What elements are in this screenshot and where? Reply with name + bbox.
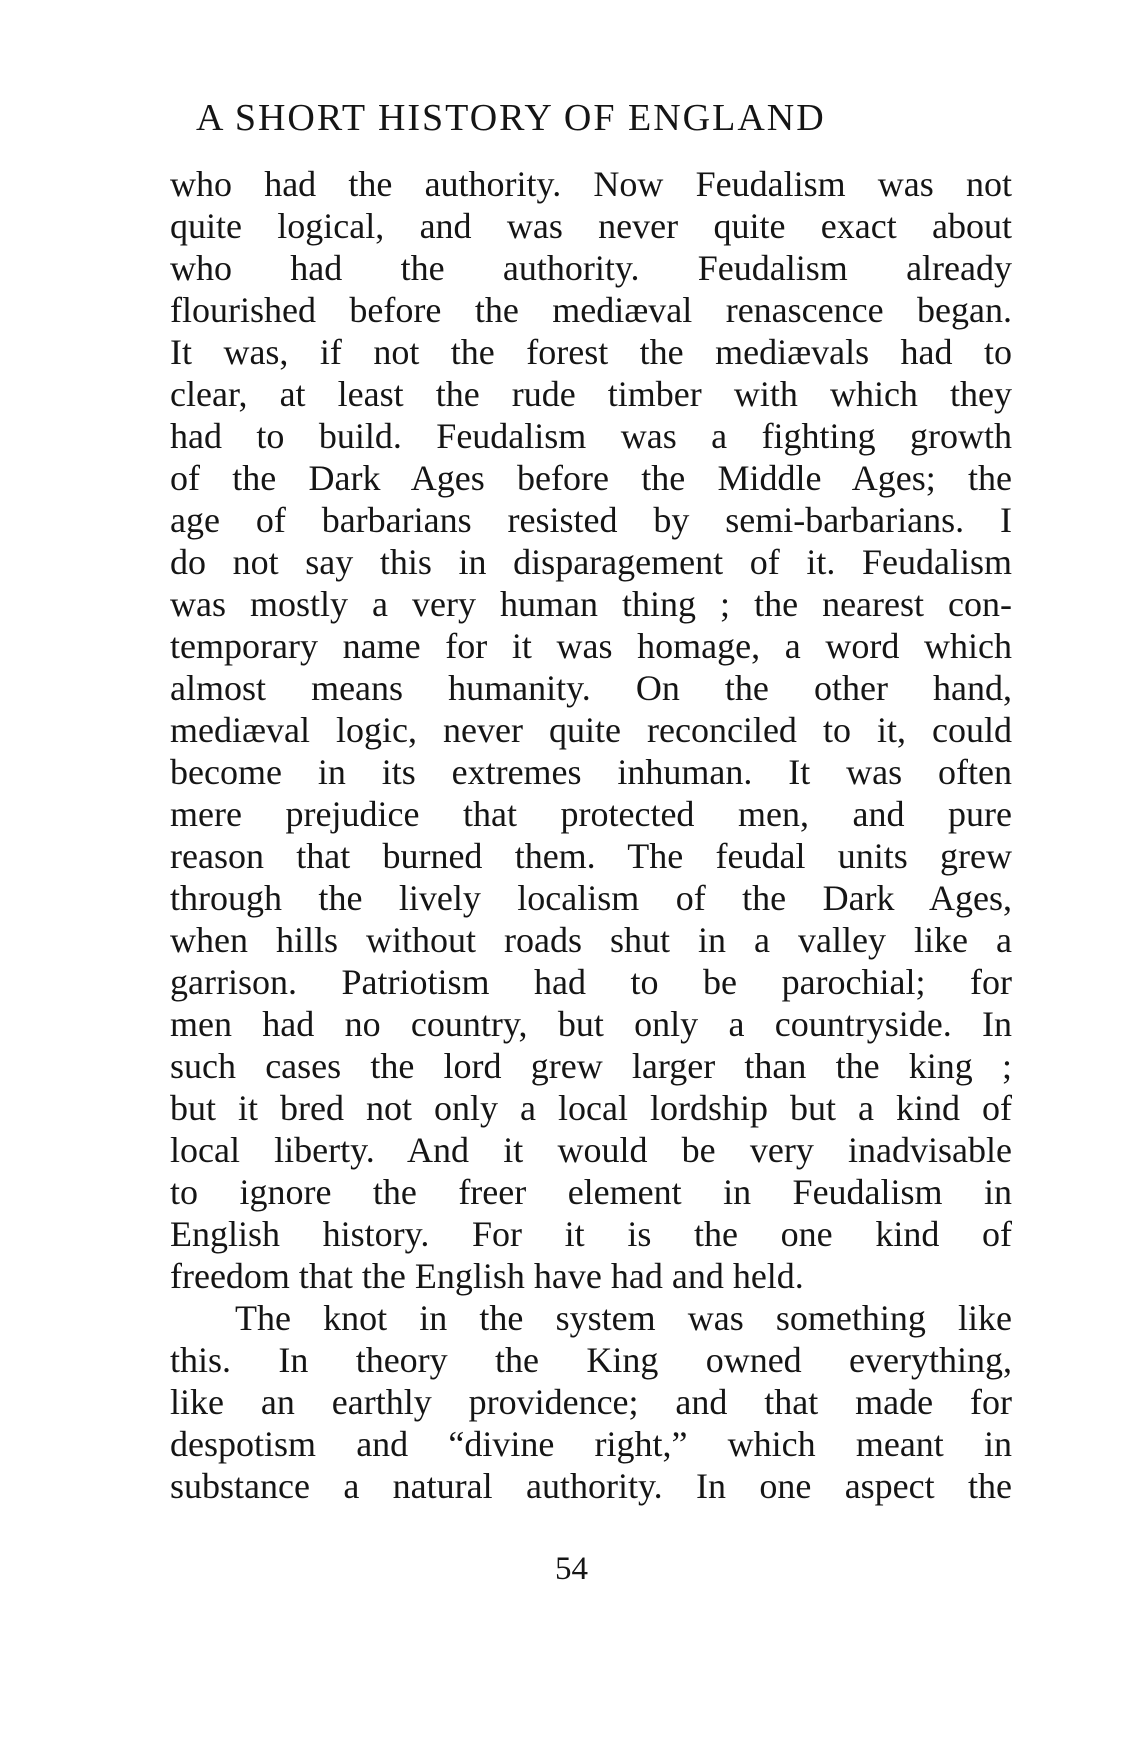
text-line: this. In theory the King owned everything, (170, 1340, 1012, 1380)
text-line: clear, at least the rude timber with which they (170, 374, 1012, 414)
text-line: such cases the lord grew larger than the king ; (170, 1046, 1012, 1086)
text-line: who had the authority. Now Feudalism was not (170, 164, 1012, 204)
text-line: age of barbarians resisted by semi-barbarians. I (170, 500, 1012, 540)
text-line: do not say this in disparagement of it. Feudalism (170, 542, 1012, 582)
body-text (170, 163, 1012, 1507)
text-line: almost means humanity. On the other hand, (170, 668, 1012, 708)
text-line: who had the authority. Feudalism already (170, 248, 1012, 288)
text-line: It was, if not the forest the mediævals had to (170, 332, 1012, 372)
text-line: when hills without roads shut in a valley like a (170, 920, 1012, 960)
text-line: mere prejudice that protected men, and pure (170, 794, 1012, 834)
text-line: quite logical, and was never quite exact about (170, 206, 1012, 246)
text-line: through the lively localism of the Dark Ages, (170, 878, 1012, 918)
page-number: 54 (555, 1551, 588, 1587)
text-line: English history. For it is the one kind of (170, 1214, 1012, 1254)
text-line: temporary name for it was homage, a word which (170, 626, 1012, 666)
paragraph-end-line: freedom that the English have had and held. (170, 1256, 804, 1296)
text-line: local liberty. And it would be very inadvisable (170, 1130, 1012, 1170)
text-line: despotism and “divine right,” which meant in (170, 1424, 1012, 1464)
text-line: become in its extremes inhuman. It was often (170, 752, 1012, 792)
text-line: but it bred not only a local lordship but a kind of (170, 1088, 1012, 1128)
text-line: had to build. Feudalism was a fighting growth (170, 416, 1012, 456)
text-line: was mostly a very human thing ; the nearest con- (170, 584, 1012, 624)
running-head: A SHORT HISTORY OF ENGLAND (196, 97, 826, 139)
paragraph-start-line: The knot in the system was something like (235, 1298, 1012, 1338)
text-line: reason that burned them. The feudal units grew (170, 836, 1012, 876)
text-line: substance a natural authority. In one aspect the (170, 1466, 1012, 1506)
text-line: garrison. Patriotism had to be parochial; for (170, 962, 1012, 1002)
text-line: men had no country, but only a countryside. In (170, 1004, 1012, 1044)
text-line: like an earthly providence; and that made for (170, 1382, 1012, 1422)
text-line: of the Dark Ages before the Middle Ages; the (170, 458, 1012, 498)
text-line: flourished before the mediæval renascence began. (170, 290, 1012, 330)
text-line: to ignore the freer element in Feudalism in (170, 1172, 1012, 1212)
text-line: mediæval logic, never quite reconciled to it, could (170, 710, 1012, 750)
